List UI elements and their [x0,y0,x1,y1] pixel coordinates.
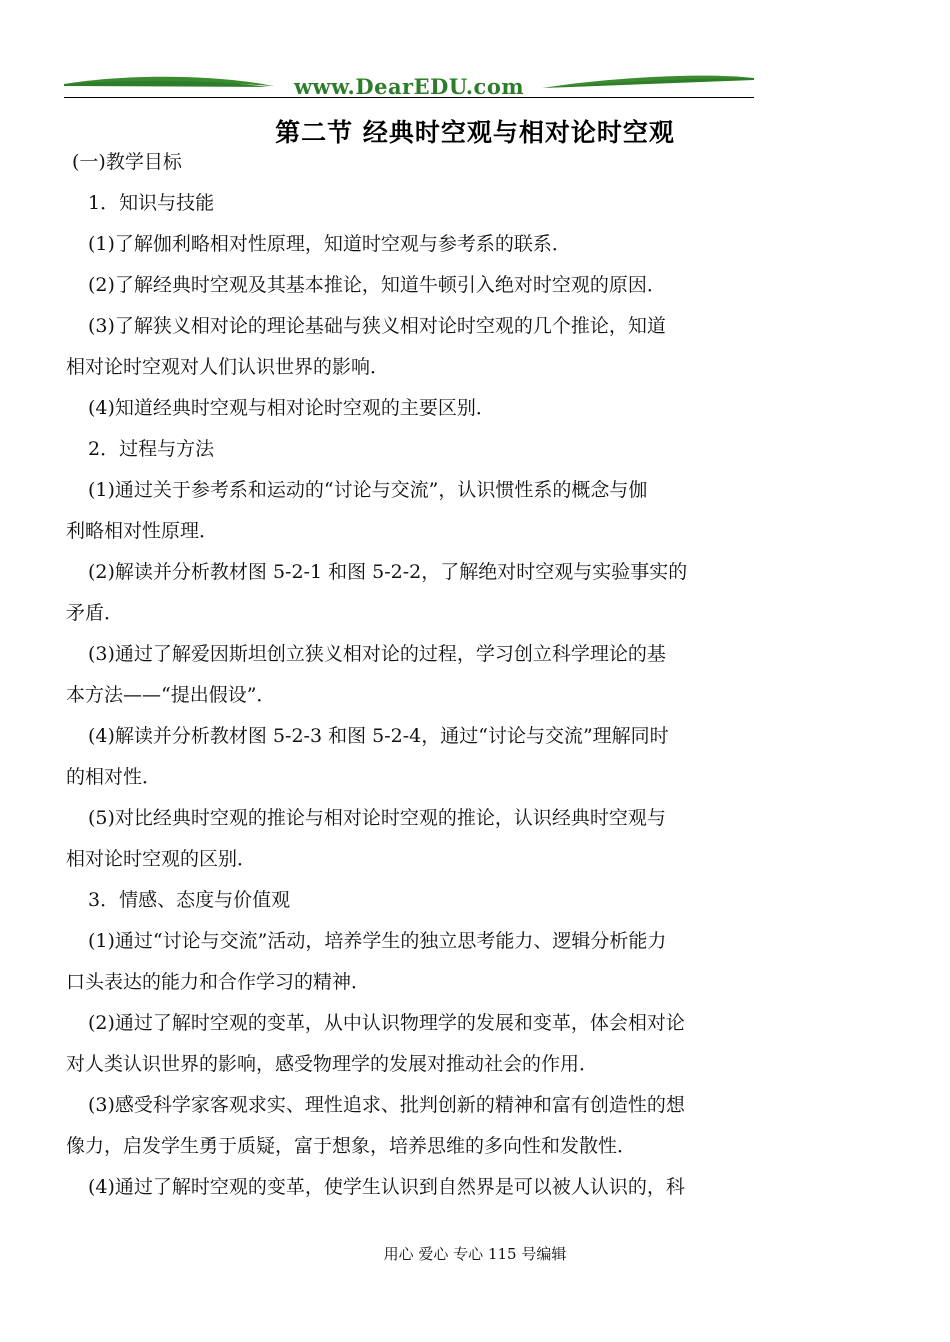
paragraph-line: (1)通过“讨论与交流”活动，培养学生的独立思考能力、逻辑分析能力 [88,930,667,952]
page-footer: 用心 爱心 专心 115 号编辑 [383,1245,567,1263]
paragraph-line: 本方法——“提出假设”． [66,684,276,706]
page-title: 第二节 经典时空观与相对论时空观 [275,118,675,147]
paragraph-line: (4)通过了解时空观的变革，使学生认识到自然界是可以被人认识的，科 [88,1176,685,1198]
paragraph-line: (4)解读并分析教材图 5-2-3 和图 5-2-4，通过“讨论与交流”理解同时 [88,725,669,747]
site-logo-text: www.DearEDU.com [293,74,525,99]
paragraph-line: (2)了解经典时空观及其基本推论，知道牛顿引入绝对时空观的原因． [88,274,666,296]
subsection-heading: 2．过程与方法 [88,438,215,460]
paragraph-line: (2)解读并分析教材图 5-2-1 和图 5-2-2，了解绝对时空观与实验事实的 [88,561,688,583]
paragraph-line: 口头表达的能力和合作学习的精神． [66,971,371,993]
paragraph-line: 像力，启发学生勇于质疑，富于想象，培养思维的多向性和发散性． [66,1135,637,1157]
paragraph-line: (3)感受科学家客观求实、理性追求、批判创新的精神和富有创造性的想 [88,1094,685,1116]
paragraph-line: 相对论时空观对人们认识世界的影响． [66,356,390,378]
subsection-heading: 1．知识与技能 [88,192,215,214]
paragraph-line: (5)对比经典时空观的推论与相对论时空观的推论，认识经典时空观与 [88,807,666,829]
paragraph-line: 的相对性． [66,766,162,788]
paragraph-line: 矛盾． [66,602,124,624]
section-heading: (一)教学目标 [72,151,182,173]
paragraph-line: 利略相对性原理． [66,520,219,542]
paragraph-line: (1)通过关于参考系和运动的“讨论与交流”，认识惯性系的概念与伽 [88,479,648,501]
paragraph-line: (3)了解狭义相对论的理论基础与狭义相对论时空观的几个推论，知道 [88,315,666,337]
paragraph-line: 对人类认识世界的影响，感受物理学的发展对推动社会的作用． [66,1053,599,1075]
paragraph-line: (1)了解伽利略相对性原理，知道时空观与参考系的联系． [88,233,571,255]
subsection-heading: 3．情感、态度与价值观 [88,889,291,911]
header-divider [64,97,754,98]
document-body [66,142,756,1208]
paragraph-line: (3)通过了解爱因斯坦创立狭义相对论的过程，学习创立科学理论的基 [88,643,666,665]
paragraph-line: 相对论时空观的区别． [66,848,257,870]
paragraph-line: (4)知道经典时空观与相对论时空观的主要区别． [88,397,495,419]
paragraph-line: (2)通过了解时空观的变革，从中认识物理学的发展和变革，体会相对论 [88,1012,685,1034]
